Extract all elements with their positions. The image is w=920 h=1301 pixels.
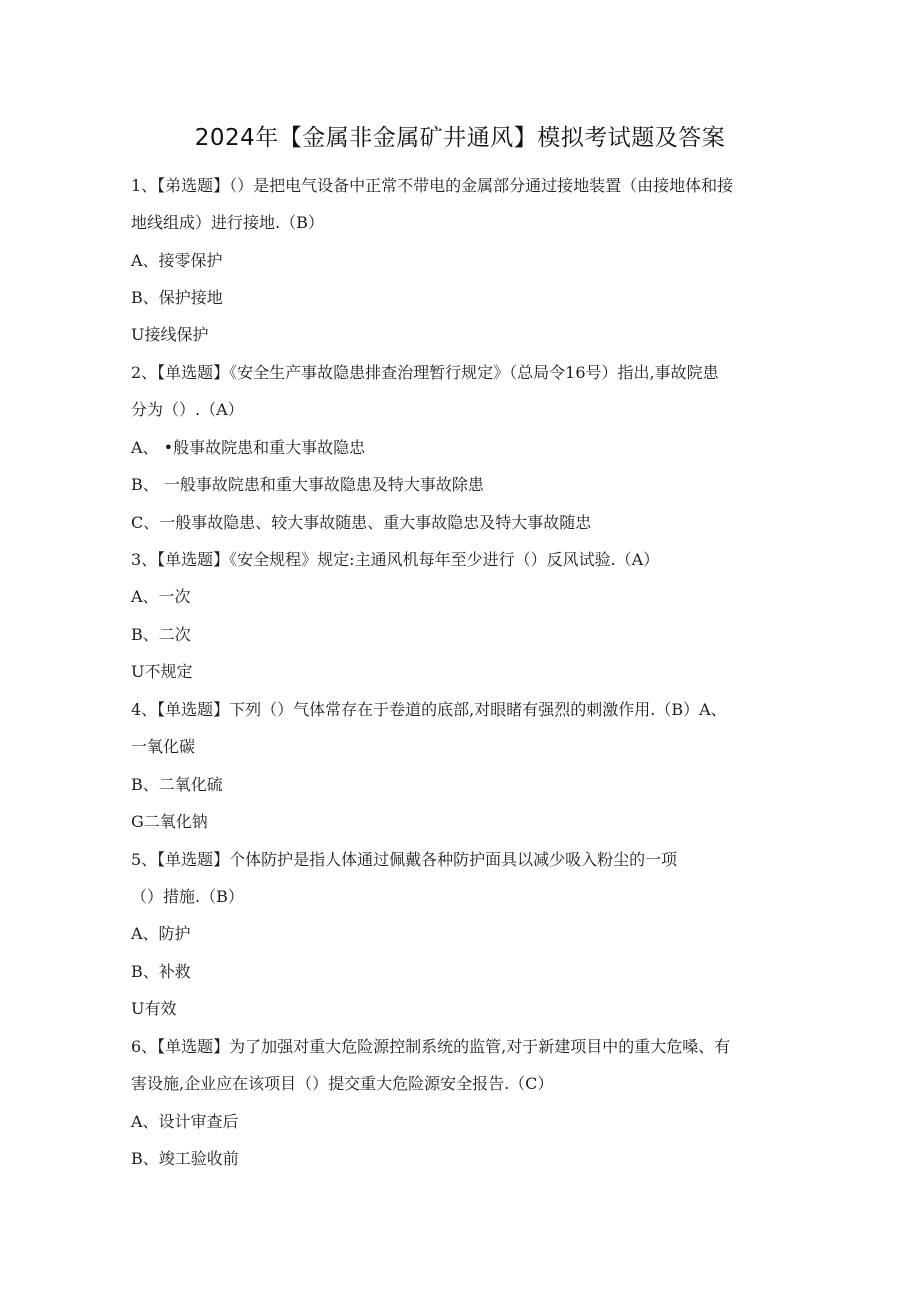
text-line: A、接零保护 <box>131 251 223 270</box>
text-line: U有效 <box>131 999 177 1018</box>
text-line: 一氧化碳 <box>131 737 196 756</box>
text-line: A、防护 <box>131 924 191 943</box>
text-line: A、 •般事故院患和重大事故隐忠 <box>131 438 366 457</box>
text-line: （）措施.（B） <box>131 887 244 906</box>
text-line: G二氧化钠 <box>131 812 208 831</box>
text-line: B、补救 <box>131 962 191 981</box>
text-line: 3、【单选题】《安全规程》规定:主通风机每年至少进行（）反风试验.（A） <box>131 550 660 569</box>
text-line: C、一般事故隐患、较大事故随患、重大事故隐忠及特大事故随忠 <box>131 513 592 532</box>
text-line: B、二次 <box>131 625 191 644</box>
text-line: 2、【单选题】《安全生产事故隐患排查治理暂行规定》（总局令16号）指出,事故院患 <box>131 363 719 382</box>
text-line: 地线组成）进行接地.（B） <box>131 213 324 232</box>
text-line: 4、【单选题】下列（）气体常存在于卷道的底部,对眼睹有强烈的刺激作用.（B）A、 <box>131 700 727 719</box>
text-line: B、保护接地 <box>131 288 223 307</box>
text-line: U不规定 <box>131 662 193 681</box>
text-line: A、设计审查后 <box>131 1112 239 1131</box>
text-line: 6、【单选题】为了加强对重大危险源控制系统的监管,对于新建项目中的重大危嗓、有 <box>131 1037 731 1056</box>
text-line: 1、【弟选题】（）是把电气设备中正常不带电的金属部分通过接地装置（由接地体和接 <box>131 176 734 195</box>
document-title: 2024年【金属非金属矿井通风】模拟考试题及答案 <box>194 125 726 151</box>
text-line: 分为（）.（A） <box>131 400 244 419</box>
text-line: B、竣工验收前 <box>131 1149 239 1168</box>
text-line: B、二氧化硫 <box>131 775 223 794</box>
text-line: 5、【单选题】个体防护是指人体通过佩戴各种防护面具以减少吸入粉尘的一项 <box>131 850 678 869</box>
text-line: 害设施,企业应在该项目（）提交重大危险源安全报告.（C） <box>131 1074 554 1093</box>
text-line: U接线保护 <box>131 325 209 344</box>
text-line: A、一次 <box>131 587 191 606</box>
text-line: B、 一般事故院患和重大事故隐患及特大事故除患 <box>131 475 484 494</box>
